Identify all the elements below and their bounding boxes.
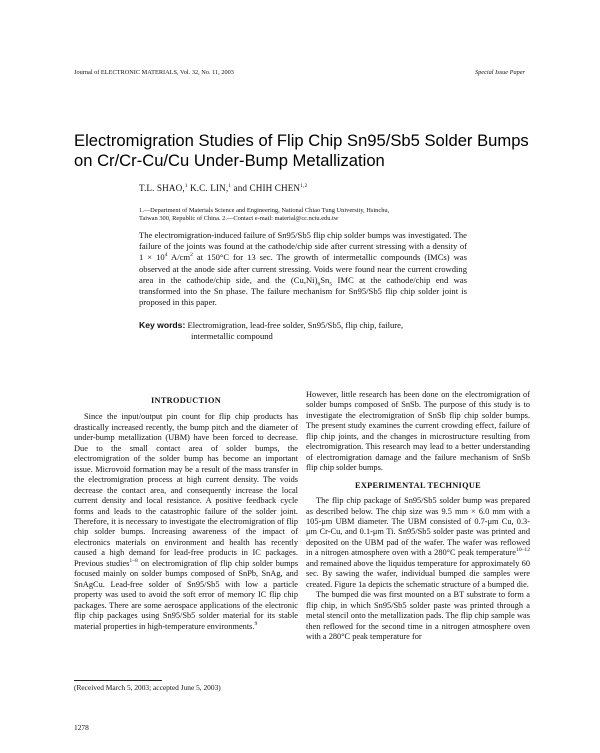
received-footnote: (Received March 5, 2003; accepted June 5, 2003)	[74, 683, 221, 692]
section-heading-experimental: EXPERIMENTAL TECHNIQUE	[355, 480, 481, 490]
paper-title: Electromigration Studies of Flip Chip Sn95/Sb5 Solder Bumps on Cr/Cr-Cu/Cu Under-Bump Metallization	[74, 131, 529, 170]
keywords-list: Electromigration, lead-free solder, Sn95/Sb5, flip chip, failure,	[185, 320, 404, 330]
keywords	[139, 320, 467, 342]
author-chen: and CHIH CHEN	[231, 183, 301, 193]
section-heading-introduction: INTRODUCTION	[151, 396, 221, 405]
keywords-list-cont: intermetallic compound	[191, 331, 273, 342]
author-lin: K.C. LIN,	[187, 183, 229, 193]
authors	[139, 183, 307, 193]
affiliation-line: Taiwan 300, Republic of China. 2.—Contact e-mail: material@cc.nctu.edu.tw	[139, 215, 339, 223]
experimental-paragraph: The flip chip package of Sn95/Sb5 solder bump was prepared as described below. The chip size was 9.5 mm × 6.0 mm with a 105-μm UBM diameter. The UBM consisted of 0.7-μm Cu, 0.3-μm Cr-Cu, and 0.1-μm Ti. Sn95/Sb5 solder paste was printed and deposited on the UBM pad of the wafer. The wafer was reflowed in a nitrogen atmosphere oven with a 280°C peak temperature$^{10-12}$ and remained above the liquidus temperature for approximately 60 sec. By sawing the wafer, individual bumped die samples were created. Figure 1a depicts the schematic structure of a bumped die.	[306, 496, 530, 589]
left-column	[74, 395, 298, 632]
affiliation-line: 1.—Department of Materials Science and Engineering, National Chiao Tung University, Hsinchu,	[139, 207, 390, 214]
keywords-label: Key words:	[139, 320, 186, 330]
author-chen-affil: 1,2	[300, 182, 308, 189]
affiliation	[139, 207, 467, 224]
author-lin-affil: 1	[228, 182, 232, 189]
right-column	[306, 390, 530, 642]
abstract: The electromigration-induced failure of Sn95/Sb5 flip chip solder bumps was investigated. The failure of the joints was found at the cathode/chip side after current stressing with a density of $1 \times 10^4$ $A/cm^2$ at 150°C for 13 sec. The growth of intermetallic compounds (IMCs) was observed at the anode side after current stressing. Voids were found near the current crowding area in the cathode/chip side, and the $(Cu,Ni)_6Sn_5$ IMC at the cathode/chip end was transformed into the Sn phase. The failure mechanism for Sn95/Sb5 flip chip solder joint is proposed in this paper.	[139, 230, 467, 308]
introduction-paragraph-cont: However, little research has been done on the electromigration of solder bumps composed of SnSb. The purpose of this study is to investigate the electromigration of SnSb flip chip solder bumps. The present study examines the current crowding effect, failure of flip chip joints, and the changes in microstructure resulting from electromigration. This research may lead to a better understanding of electromigration damage and the failure mechanism of SnSb flip chip solder bumps.	[306, 390, 530, 473]
author-shao: T.L. SHAO,	[139, 183, 185, 193]
journal-header: Journal of ELECTRONIC MATERIALS, Vol. 32, No. 11, 2003	[74, 69, 234, 76]
author-shao-affil: 1	[184, 182, 188, 189]
footnote-divider	[74, 680, 162, 681]
introduction-paragraph: Since the input/output pin count for flip chip products has drastically increased recently, the bump pitch and the diameter of under-bump metallization (UBM) have been forced to decrease. Due to the small contact area of solder bumps, the electromigration of the solder bump has become an important issue. Microvoid formation may be a result of the mass transfer in the electromigration process at high current density. The voids decrease the contact area, and consequently increase the local current density and local resistance. A positive feedback cycle forms and leads to the catastrophic failure of the solder joint. Therefore, it is necessary to investigate the electromigration of flip chip solder bumps. Increasing awareness of the impact of electronics materials on environment and health has recently caused a high demand for lead-free products in IC packages. Previous studies$^{1-8}$ on electromigration of flip chip solder bumps focused mainly on solder bumps composed of SnPb, SnAg, and SnAgCu. Lead-free solder of Sn95/Sb5 with low a particle property was used to avoid the soft error of memory IC flip chip packages. There are some aerospace applications of the electronic flip chip packages using Sn95/Sb5 solder material for its stable material properties in high-temperature environments.$^9$	[74, 412, 298, 631]
issue-tag: Special Issue Paper	[474, 69, 525, 76]
page-number: 1278	[74, 723, 89, 732]
experimental-paragraph: The bumped die was first mounted on a BT substrate to form a flip chip, in which Sn95/Sb5 solder paste was printed through a metal stencil onto the metallization pads. The flip chip sample was then reflowed for the second time in a nitrogen atmosphere oven with a 280°C peak temperature for	[306, 590, 530, 641]
